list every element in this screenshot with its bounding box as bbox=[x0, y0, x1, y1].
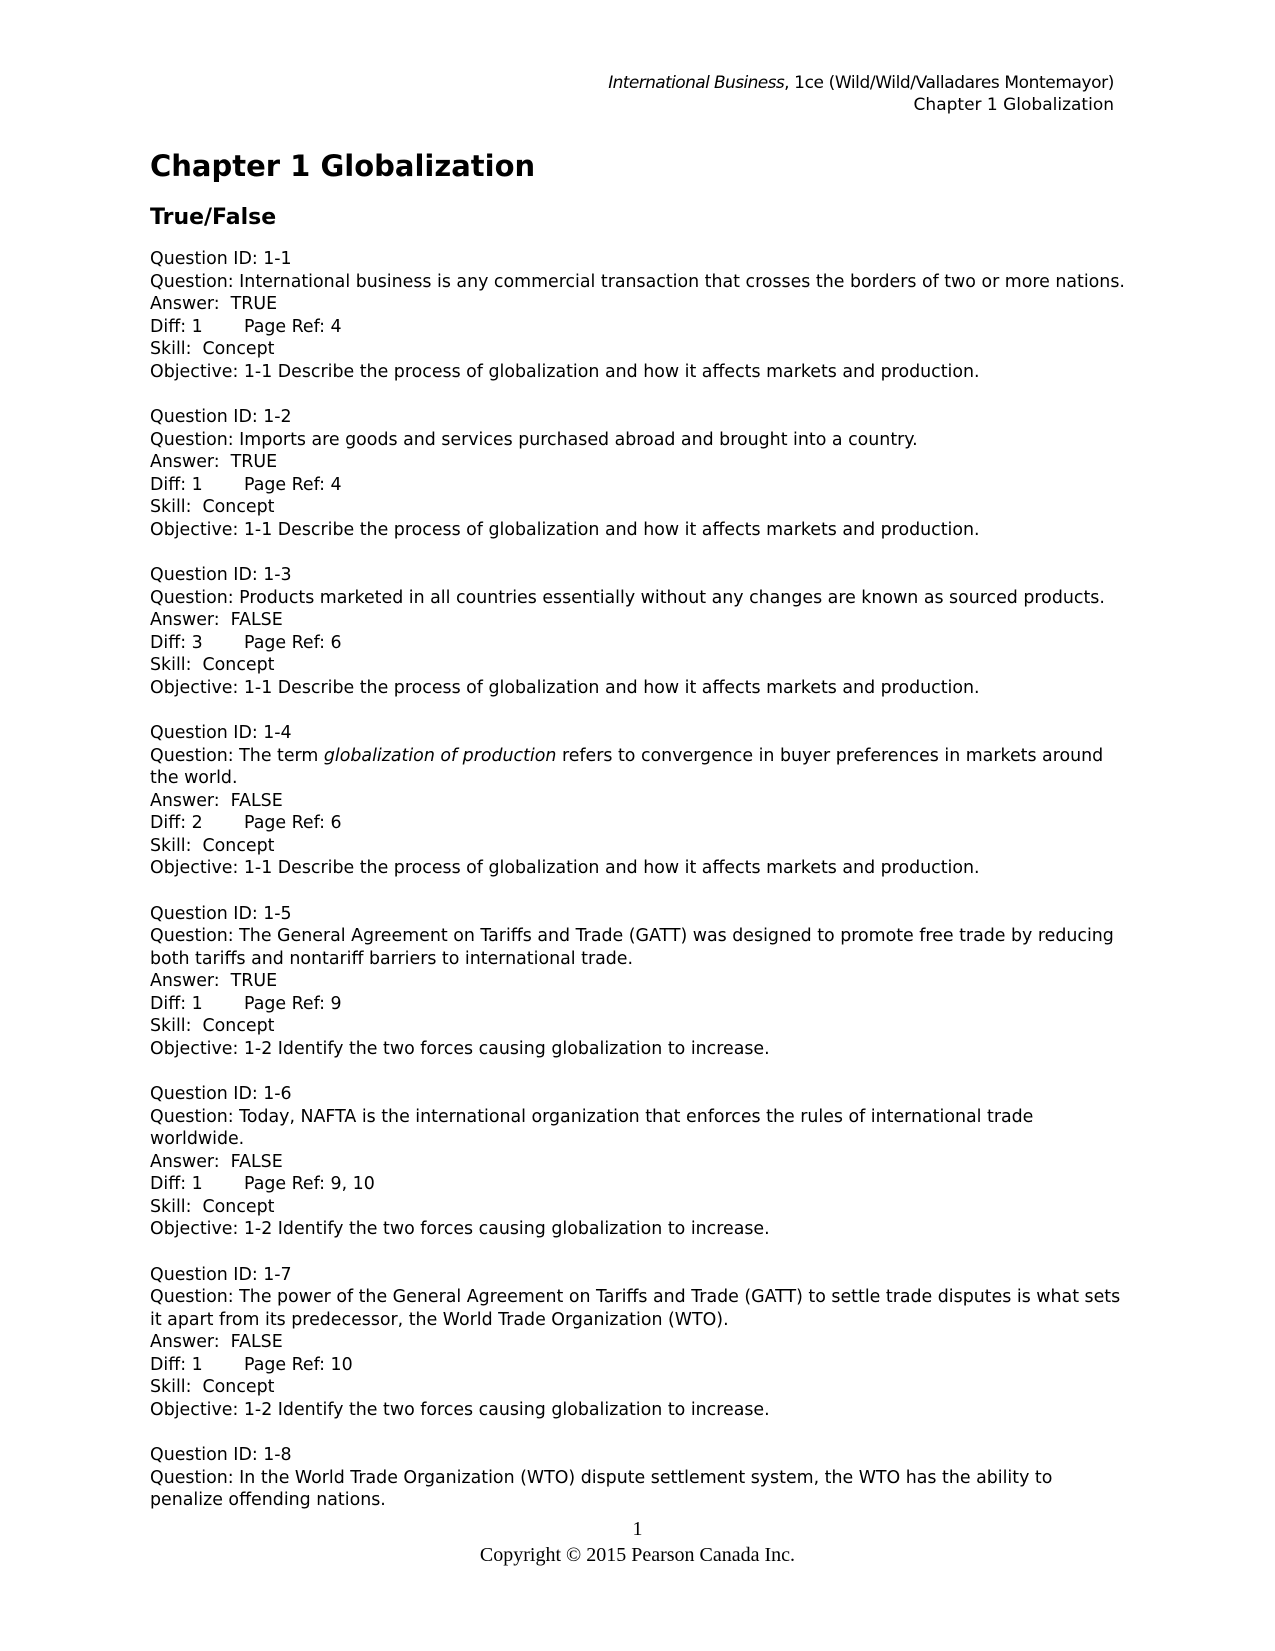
page-footer bbox=[0, 1516, 1275, 1568]
question-meta bbox=[150, 474, 1125, 497]
question-id: Question ID: 1-7 bbox=[150, 1264, 292, 1285]
question-diff: Diff: 2 bbox=[150, 813, 203, 833]
question-page-ref: Page Ref: 4 bbox=[244, 316, 342, 337]
question-diff: Diff: 1 bbox=[150, 474, 203, 495]
question-item bbox=[150, 1083, 1125, 1241]
question-id: Question ID: 1-1 bbox=[150, 249, 292, 269]
page-title: Chapter 1 Globalization bbox=[150, 149, 536, 183]
question-text: Question: International business is any commercial transaction that crosses the borders of two or more nations. bbox=[150, 271, 1125, 292]
question-diff: Diff: 1 bbox=[150, 1174, 203, 1194]
question-id: Question ID: 1-6 bbox=[150, 1084, 292, 1104]
question-item bbox=[150, 903, 1125, 1061]
question-skill: Skill: Concept bbox=[150, 497, 275, 517]
question-answer: Answer: TRUE bbox=[150, 971, 278, 991]
header-chapter: Chapter 1 Globalization bbox=[913, 95, 1114, 115]
header-book-title: International Business bbox=[608, 73, 785, 93]
question-skill: Skill: Concept bbox=[150, 1377, 275, 1397]
question-item bbox=[150, 564, 1125, 699]
question-meta bbox=[150, 993, 1125, 1016]
question-id: Question ID: 1-8 bbox=[150, 1445, 292, 1465]
question-page-ref: Page Ref: 9, 10 bbox=[244, 1174, 375, 1194]
question-id: Question ID: 1-2 bbox=[150, 407, 292, 427]
question-id: Question ID: 1-5 bbox=[150, 903, 292, 924]
question-diff: Diff: 1 bbox=[150, 316, 203, 337]
running-header bbox=[608, 72, 1114, 116]
question-page-ref: Page Ref: 6 bbox=[244, 632, 342, 653]
question-answer: Answer: FALSE bbox=[150, 610, 283, 630]
section-heading: True/False bbox=[150, 205, 277, 230]
question-text: Question: In the World Trade Organization (WTO) dispute settlement system, the WTO has the ability to penalize offending nations. bbox=[150, 1467, 1058, 1510]
copyright-notice: Copyright © 2015 Pearson Canada Inc. bbox=[479, 1544, 796, 1566]
question-meta bbox=[150, 316, 1125, 339]
question-id: Question ID: 1-4 bbox=[150, 723, 292, 743]
question-objective: Objective: 1-1 Describe the process of globalization and how it affects markets and production. bbox=[150, 361, 980, 382]
page-number: 1 bbox=[632, 1518, 643, 1540]
question-id: Question ID: 1-3 bbox=[150, 565, 292, 585]
question-item bbox=[150, 722, 1125, 880]
question-page-ref: Page Ref: 6 bbox=[244, 813, 342, 833]
question-meta bbox=[150, 1173, 1125, 1196]
question-objective: Objective: 1-2 Identify the two forces causing globalization to increase. bbox=[150, 1038, 770, 1059]
question-skill: Skill: Concept bbox=[150, 1196, 275, 1217]
question-page-ref: Page Ref: 4 bbox=[244, 474, 342, 495]
question-skill: Skill: Concept bbox=[150, 1016, 275, 1036]
question-text bbox=[150, 745, 1125, 790]
question-diff: Diff: 1 bbox=[150, 1354, 203, 1375]
question-page-ref: Page Ref: 9 bbox=[244, 993, 342, 1014]
question-objective: Objective: 1-2 Identify the two forces causing globalization to increase. bbox=[150, 1219, 770, 1239]
question-diff: Diff: 1 bbox=[150, 993, 203, 1014]
header-book-line bbox=[608, 72, 1114, 94]
question-skill: Skill: Concept bbox=[150, 339, 275, 359]
header-edition: , 1ce (Wild/Wild/Valladares Montemayor) bbox=[784, 73, 1114, 93]
question-list bbox=[150, 248, 1125, 1512]
page-content bbox=[150, 144, 1125, 1535]
question-answer: Answer: FALSE bbox=[150, 790, 283, 811]
question-objective: Objective: 1-1 Describe the process of globalization and how it affects markets and production. bbox=[150, 677, 980, 698]
question-text: Question: Products marketed in all countries essentially without any changes are known as sourced products. bbox=[150, 587, 1105, 608]
question-term: globalization of production bbox=[323, 745, 557, 766]
question-meta bbox=[150, 1354, 1125, 1377]
question-objective: Objective: 1-2 Identify the two forces causing globalization to increase. bbox=[150, 1399, 770, 1420]
question-answer: Answer: TRUE bbox=[150, 452, 278, 472]
question-meta bbox=[150, 632, 1125, 655]
question-item bbox=[150, 248, 1125, 383]
question-answer: Answer: FALSE bbox=[150, 1332, 283, 1352]
question-text: Question: The power of the General Agreement on Tariffs and Trade (GATT) to settle trade disputes is what sets it apart from its predecessor, the World Trade Organization (WTO). bbox=[150, 1287, 1126, 1330]
question-text: Question: The General Agreement on Tariffs and Trade (GATT) was designed to promote free trade by reducing both tariffs and nontariff barriers to international trade. bbox=[150, 926, 1120, 969]
question-text-start: Question: The term bbox=[150, 745, 324, 766]
question-objective: Objective: 1-1 Describe the process of globalization and how it affects markets and production. bbox=[150, 519, 980, 540]
question-text: Question: Today, NAFTA is the international organization that enforces the rules of international trade worldwide. bbox=[150, 1106, 1039, 1149]
question-text: Question: Imports are goods and services purchased abroad and brought into a country. bbox=[150, 429, 918, 450]
question-page-ref: Page Ref: 10 bbox=[244, 1354, 353, 1375]
question-item bbox=[150, 406, 1125, 541]
question-answer: Answer: FALSE bbox=[150, 1151, 283, 1172]
question-meta bbox=[150, 812, 1125, 835]
question-answer: Answer: TRUE bbox=[150, 294, 278, 314]
question-skill: Skill: Concept bbox=[150, 655, 275, 675]
question-item bbox=[150, 1444, 1125, 1512]
question-item bbox=[150, 1264, 1125, 1422]
question-objective: Objective: 1-1 Describe the process of globalization and how it affects markets and production. bbox=[150, 858, 980, 878]
question-diff: Diff: 3 bbox=[150, 632, 203, 653]
question-text-end: refers to convergence in buyer preferences in markets around the world. bbox=[150, 745, 1109, 788]
question-skill: Skill: Concept bbox=[150, 835, 275, 856]
